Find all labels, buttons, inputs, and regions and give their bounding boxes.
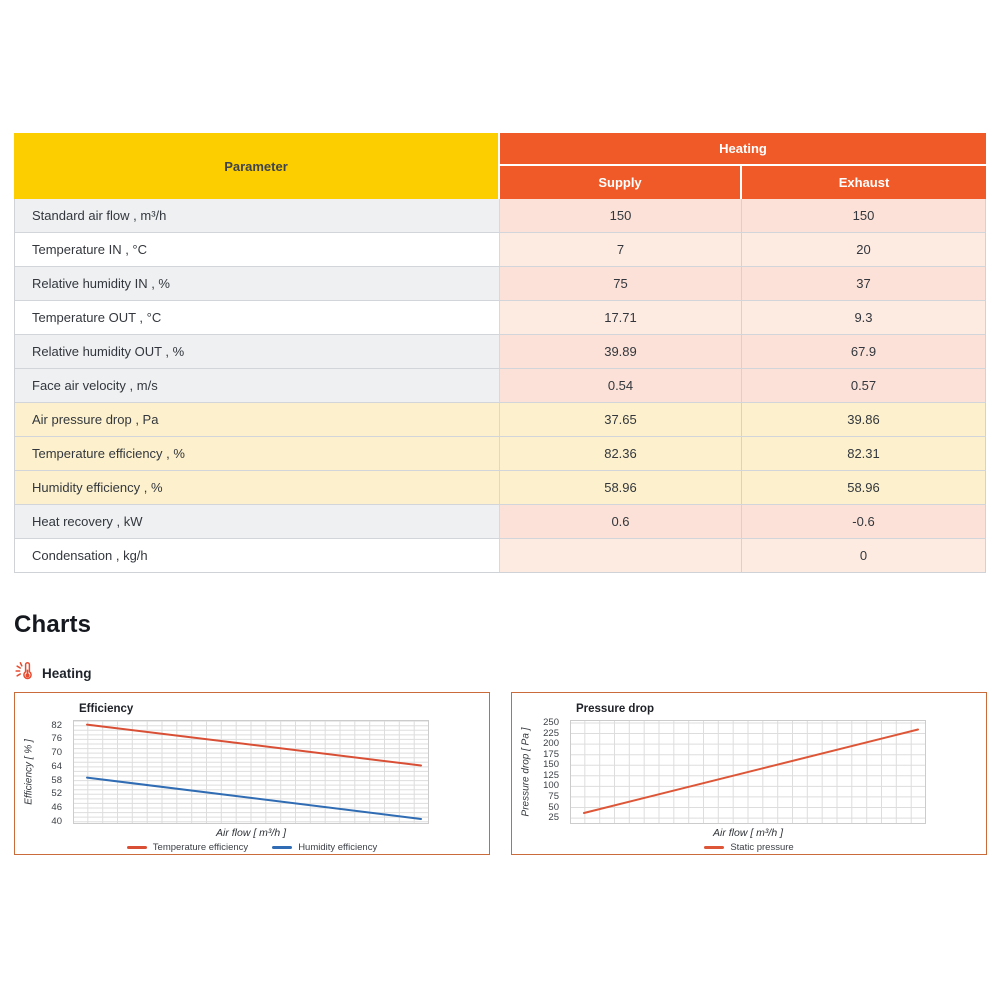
chart-title: Efficiency — [79, 703, 134, 715]
heating-section-label: Heating — [42, 666, 92, 681]
param-cell: Air pressure drop , Pa — [15, 403, 500, 436]
supply-value-cell: 82.36 — [500, 437, 742, 470]
param-cell: Face air velocity , m/s — [15, 369, 500, 402]
table-row — [15, 470, 985, 504]
exhaust-value-cell: 39.86 — [742, 403, 985, 436]
supply-value-cell: 0.54 — [500, 369, 742, 402]
y-tick-label: 175 — [543, 748, 559, 760]
legend-series-name: Temperature efficiency — [152, 842, 249, 853]
y-tick-label: 46 — [51, 802, 62, 813]
header-supply: Supply — [500, 166, 742, 199]
param-cell: Standard air flow , m³/h — [15, 199, 500, 232]
param-cell: Relative humidity OUT , % — [15, 335, 500, 368]
supply-value-cell: 37.65 — [500, 403, 742, 436]
chart-plot-area — [570, 720, 926, 824]
exhaust-value-cell: 20 — [742, 233, 985, 266]
param-cell: Condensation , kg/h — [15, 539, 500, 572]
supply-value-cell: 0.6 — [500, 505, 742, 538]
param-cell: Temperature IN , °C — [15, 233, 500, 266]
legend-line-swatch — [704, 846, 724, 849]
table-body — [14, 199, 986, 573]
exhaust-value-cell: 150 — [742, 199, 985, 232]
y-tick-label: 52 — [51, 788, 62, 800]
exhaust-value-cell: 82.31 — [742, 437, 985, 470]
y-tick-label: 250 — [543, 717, 559, 728]
supply-value-cell: 58.96 — [500, 471, 742, 504]
table-row — [15, 266, 985, 300]
y-tick-label: 100 — [543, 780, 559, 792]
supply-value-cell: 17.71 — [500, 301, 742, 334]
legend-item — [272, 842, 377, 853]
param-cell: Heat recovery , kW — [15, 505, 500, 538]
chart-title: Pressure drop — [576, 703, 654, 715]
supply-value-cell: 75 — [500, 267, 742, 300]
y-axis-ticks — [37, 719, 67, 827]
heating-subheading — [14, 661, 92, 686]
y-tick-label: 25 — [548, 812, 559, 824]
exhaust-value-cell: 58.96 — [742, 471, 985, 504]
legend-item — [127, 842, 248, 853]
y-axis-label: Pressure drop [ Pa ] — [520, 727, 532, 817]
table-row — [15, 402, 985, 436]
y-tick-label: 200 — [543, 738, 559, 750]
table-row — [15, 504, 985, 538]
table-row — [15, 199, 985, 232]
efficiency-chart-card — [14, 692, 490, 855]
supply-value-cell: 39.89 — [500, 335, 742, 368]
x-axis-label: Air flow [ m³/h ] — [712, 827, 783, 839]
legend-series-name: Static pressure — [730, 842, 794, 853]
legend-item — [704, 842, 793, 853]
parameters-table — [14, 133, 986, 573]
supply-value-cell: 150 — [500, 199, 742, 232]
y-axis-label: Efficiency [ % ] — [23, 739, 35, 805]
param-cell: Relative humidity IN , % — [15, 267, 500, 300]
heating-thermometer-icon — [14, 661, 34, 686]
legend-series-name: Humidity efficiency — [298, 842, 378, 853]
legend-line-swatch — [272, 846, 292, 849]
y-tick-label: 75 — [548, 790, 559, 802]
supply-value-cell — [500, 539, 742, 572]
y-tick-label: 40 — [51, 815, 62, 827]
table-row — [15, 368, 985, 402]
y-tick-label: 82 — [51, 719, 62, 731]
y-axis-ticks — [534, 717, 564, 824]
legend-line-swatch — [127, 846, 147, 849]
header-parameter: Parameter — [14, 133, 500, 199]
table-row — [15, 436, 985, 470]
table-header — [14, 133, 986, 199]
y-tick-label: 64 — [51, 760, 62, 772]
exhaust-value-cell: -0.6 — [742, 505, 985, 538]
pressure-drop-chart-card — [511, 692, 987, 855]
y-tick-label: 150 — [543, 759, 559, 771]
exhaust-value-cell: 67.9 — [742, 335, 985, 368]
table-row — [15, 300, 985, 334]
y-tick-label: 50 — [548, 801, 559, 813]
y-tick-label: 58 — [51, 774, 62, 786]
y-tick-label: 225 — [543, 727, 559, 739]
header-heating-group: Heating — [500, 133, 986, 166]
y-tick-label: 70 — [51, 747, 62, 759]
y-tick-label: 125 — [543, 769, 559, 781]
y-tick-label: 76 — [51, 733, 62, 745]
chart-plot-area — [73, 720, 429, 824]
table-row — [15, 334, 985, 368]
exhaust-value-cell: 0 — [742, 539, 985, 572]
param-cell: Temperature OUT , °C — [15, 301, 500, 334]
x-axis-label: Air flow [ m³/h ] — [215, 827, 286, 839]
chart-legend — [512, 842, 986, 853]
table-row — [15, 538, 985, 572]
header-exhaust: Exhaust — [742, 166, 986, 199]
exhaust-value-cell: 0.57 — [742, 369, 985, 402]
chart-legend — [15, 842, 489, 853]
param-cell: Temperature efficiency , % — [15, 437, 500, 470]
charts-heading: Charts — [14, 611, 92, 638]
exhaust-value-cell: 9.3 — [742, 301, 985, 334]
supply-value-cell: 7 — [500, 233, 742, 266]
param-cell: Humidity efficiency , % — [15, 471, 500, 504]
table-row — [15, 232, 985, 266]
exhaust-value-cell: 37 — [742, 267, 985, 300]
